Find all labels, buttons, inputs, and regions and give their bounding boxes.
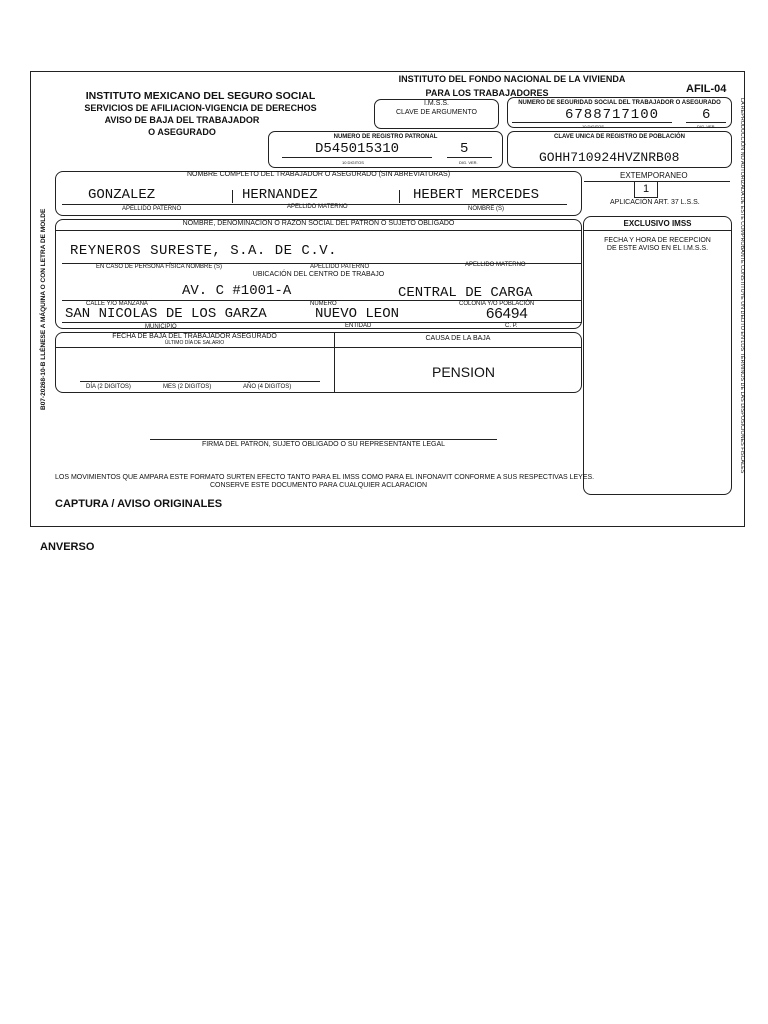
form-title-line1: AVISO DE BAJA DEL TRABAJADOR (104, 115, 260, 125)
causa-baja-label: CAUSA DE LA BAJA (425, 335, 491, 342)
fecha-anio: AÑO (4 DIGITOS) (243, 384, 292, 390)
workplace-underline-2 (62, 322, 582, 323)
workplace-label: UBICACIÓN DEL CENTRO DE TRABAJO (252, 271, 385, 278)
footer-legal-line2: CONSERVE ESTE DOCUMENTO PARA CUALQUIER ACLARACION (210, 482, 428, 489)
employer-name[interactable]: REYNEROS SURESTE, S.A. DE C.V. (70, 243, 338, 259)
paterno-label: APELLIDO PATERNO (122, 206, 182, 212)
fecha-dia: DÍA (2 DIGITOS) (86, 384, 131, 390)
name-separator-1 (232, 190, 233, 203)
workplace-calle[interactable]: AV. C #1001-A (182, 283, 292, 299)
worker-name-label: NOMBRE COMPLETO DEL TRABAJADOR O ASEGURADO (SIN ABREVIATURAS) (186, 171, 451, 178)
registro-patronal-digit[interactable]: 5 (460, 141, 469, 157)
workplace-colonia[interactable]: CENTRAL DE CARGA (398, 285, 533, 301)
service-title: SERVICIOS DE AFILIACION-VIGENCIA DE DERECHOS (84, 103, 317, 113)
numero-label: NUMERO (310, 301, 337, 307)
extemporaneo-label: EXTEMPORANEO (620, 171, 688, 180)
employer-sub3: APELLIDO MATERNO (465, 262, 526, 268)
clave-argumento-label: CLAVE DE ARGUMENTO (395, 109, 478, 116)
worker-materno[interactable]: HERNANDEZ (242, 187, 318, 203)
municipio-label: MUNICIPIO (145, 324, 177, 330)
name-separator-2 (399, 190, 400, 203)
firma-line (150, 439, 497, 440)
nombre-label: NOMBRE (S) (468, 206, 504, 212)
worker-nombre[interactable]: HEBERT MERCEDES (413, 187, 540, 203)
fecha-baja-sub: ÚLTIMO DÍA DE SALARIO (164, 340, 225, 346)
registro-underline (282, 157, 432, 158)
nss-digit[interactable]: 6 (702, 107, 711, 123)
firma-label: FIRMA DEL PATRON, SUJETO OBLIGADO O SU REPRESENTANTE LEGAL (201, 441, 446, 448)
employer-label: NOMBRE, DENOMINACION O RAZON SOCIAL DEL PATRON O SUJETO OBLIGADO (182, 220, 455, 227)
materno-label: APELLIDO MATERNO (287, 204, 348, 210)
infonavit-title-line1: INSTITUTO DEL FONDO NACIONAL DE LA VIVIENDA (398, 74, 626, 84)
employer-sub1: EN CASO DE PERSONA FÍSICA NOMBRE (S) (96, 264, 223, 270)
form-title-line2: O ASEGURADO (148, 127, 216, 137)
workplace-municipio[interactable]: SAN NICOLAS DE LOS GARZA (65, 306, 267, 322)
nss-value[interactable]: 6788717100 (565, 107, 660, 123)
employer-sub2: APELLIDO PATERNO (310, 264, 370, 270)
registro-sub-left: 10 DIGITOS (342, 160, 364, 165)
cp-label: C. P. (505, 323, 518, 329)
form-code: AFIL-04 (686, 83, 727, 95)
baja-header-line (55, 347, 582, 348)
anverso-label: ANVERSO (40, 541, 95, 553)
exclusivo-imss-title: EXCLUSIVO IMSS (623, 219, 692, 228)
registro-patronal-label: NUMERO DE REGISTRO PATRONAL (333, 134, 438, 140)
side-right-text: LA REPRODUCCIÓN NO AUTORIZADA DE ESTE COMPROBANTE CONSTITUYE UN DELITO EN LOS TÉRMINOS DE LAS DISPOSICIONES FISCALES (739, 98, 745, 474)
extemporaneo-note: APLICACIÓN ART. 37 L.S.S. (610, 199, 700, 206)
exclusivo-divider (583, 230, 732, 231)
infonavit-title-line2: PARA LOS TRABAJADORES (425, 88, 549, 98)
fecha-baja-underline (80, 381, 320, 382)
captura-label: CAPTURA / AVISO ORIGINALES (55, 498, 223, 510)
registro-patronal-value[interactable]: D545015310 (315, 141, 400, 157)
fecha-mes: MES (2 DIGITOS) (163, 384, 212, 390)
employer-top-line (55, 230, 582, 231)
nss-sub-right: DIG. VER. (697, 124, 716, 129)
institute-title: INSTITUTO MEXICANO DEL SEGURO SOCIAL (85, 90, 316, 102)
curp-value[interactable]: GOHH710924HVZNRB08 (539, 150, 680, 165)
exclusivo-imss-box (583, 216, 732, 495)
causa-baja-value[interactable]: PENSION (432, 364, 496, 380)
colonia-label: COLONIA Y/O POBLACIÓN (459, 301, 535, 307)
nss-label: NUMERO DE SEGURIDAD SOCIAL DEL TRABAJADOR O ASEGURADO (518, 100, 721, 106)
registro-digit-underline (447, 157, 492, 158)
exclusivo-line1: FECHA Y HORA DE RECEPCION (604, 237, 711, 244)
imss-label: I.M.S.S. (424, 100, 449, 107)
workplace-cp[interactable]: 66494 (486, 305, 528, 322)
extemporaneo-box[interactable]: 1 (634, 181, 658, 198)
worker-paterno[interactable]: GONZALEZ (88, 187, 156, 203)
side-left-text: B07-20268-10-B LLÉNESE A MÁQUINA O CON LETRA DE MOLDE (40, 208, 47, 410)
footer-legal-line1: LOS MOVIMIENTOS QUE AMPARA ESTE FORMATO SURTEN EFECTO TANTO PARA EL IMSS COMO PARA EL INFONAVIT CONFORME A SUS RESPECTIVAS LEYES. (55, 474, 595, 481)
nss-sub-left: 10 DIGITOS (582, 124, 604, 129)
registro-sub-right: DIG. VER. (459, 160, 478, 165)
fecha-baja-label: FECHA DE BAJA DEL TRABAJADOR ASEGURADO (112, 333, 277, 340)
calle-label: CALLE Y/O MANZANA (86, 301, 148, 307)
exclusivo-line2: DE ESTE AVISO EN EL I.M.S.S. (606, 245, 709, 252)
curp-label: CLAVE UNICA DE REGISTRO DE POBLACIÓN (553, 134, 685, 140)
workplace-entidad[interactable]: NUEVO LEON (315, 306, 400, 322)
entidad-label: ENTIDAD (345, 323, 372, 329)
